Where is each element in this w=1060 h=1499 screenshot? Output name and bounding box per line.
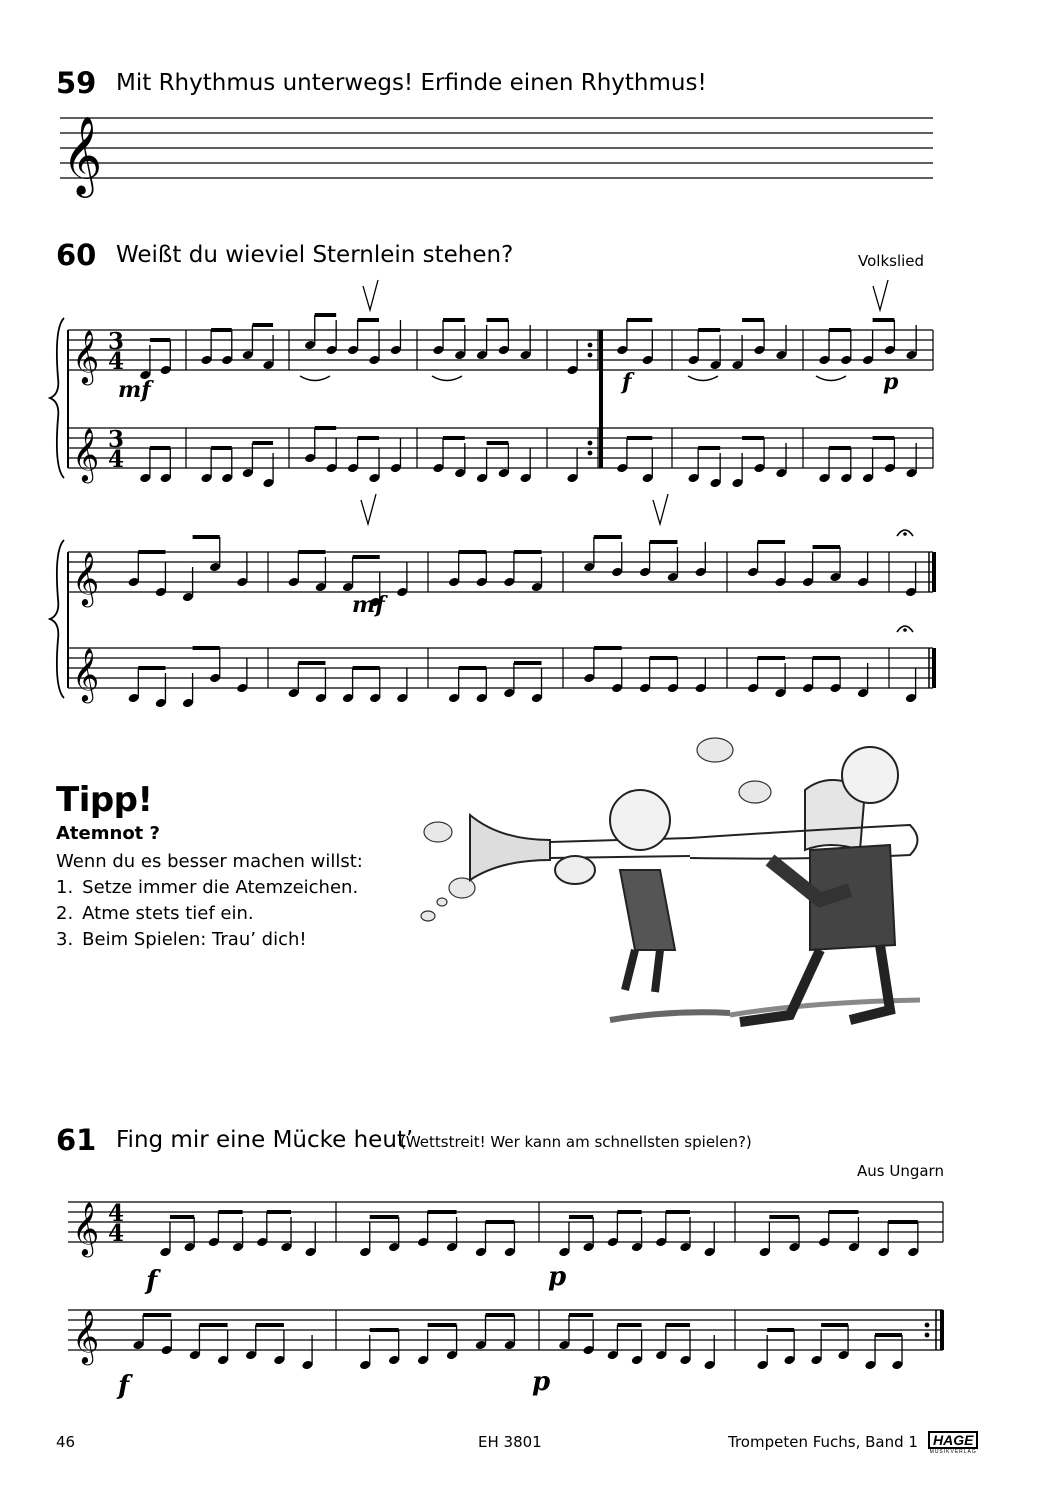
treble-clef: 𝄞: [72, 647, 100, 701]
exercise-59-title: Mit Rhythmus unterwegs! Erfinde einen Rhythmus!: [116, 70, 707, 96]
exercise-61-title: Fing mir eine Mücke heut’: [116, 1127, 414, 1153]
time-signature-bottom: 4: [108, 446, 125, 473]
book-title: Trompeten Fuchs, Band 1: [728, 1433, 918, 1451]
time-signature-top: 3: [108, 328, 125, 355]
dynamic-p: p: [548, 1262, 567, 1292]
dynamic-p: p: [532, 1367, 551, 1397]
treble-clef: 𝄞: [72, 427, 100, 481]
publisher-sub: MUSIKVERLAG: [929, 1449, 977, 1455]
dynamic-mf: mf: [352, 592, 385, 618]
tipp-intro: Wenn du es besser machen willst:: [56, 851, 363, 872]
dynamic-mf: mf: [118, 377, 151, 403]
exercise-59-number: 59: [56, 66, 97, 100]
dynamic-p: p: [883, 369, 899, 395]
repeat-dot: [925, 1333, 930, 1338]
page-number: 46: [56, 1433, 76, 1451]
tipp-item-3: 3. Beim Spielen: Trau’ dich!: [56, 929, 307, 950]
time-signature-top: 4: [108, 1200, 125, 1227]
edition-code: EH 3801: [478, 1433, 542, 1451]
tipp-subheading: Atemnot ?: [56, 823, 160, 844]
tipp-heading: Tipp!: [56, 780, 153, 820]
dynamic-f: f: [146, 1266, 158, 1296]
publisher-name: HAGE: [928, 1431, 978, 1449]
exercise-60-title: Weißt du wieviel Sternlein stehen?: [116, 242, 514, 268]
treble-clef: 𝄞: [72, 1201, 100, 1255]
time-signature-bottom: 4: [108, 348, 125, 375]
exercise-60-credit: Volkslied: [858, 252, 925, 270]
treble-clef: 𝄞: [72, 329, 100, 383]
dynamic-f: f: [622, 369, 632, 395]
treble-clef: 𝄞: [62, 116, 103, 195]
tipp-item-1: 1. Setze immer die Atemzeichen.: [56, 877, 359, 898]
exercise-61-note: (Wettstreit! Wer kann am schnellsten spielen?): [400, 1133, 752, 1151]
tipp-item-2: 2. Atme stets tief ein.: [56, 903, 254, 924]
publisher-logo: [928, 1431, 978, 1455]
time-signature-bottom: 4: [108, 1220, 125, 1247]
dynamic-f: f: [118, 1371, 130, 1401]
exercise-60-number: 60: [56, 238, 97, 272]
exercise-61-number: 61: [56, 1123, 97, 1157]
exercise-61-credit: Aus Ungarn: [857, 1162, 944, 1180]
treble-clef: 𝄞: [72, 1309, 100, 1363]
repeat-dot: [925, 1323, 930, 1328]
time-signature-top: 3: [108, 426, 125, 453]
treble-clef: 𝄞: [72, 551, 100, 605]
